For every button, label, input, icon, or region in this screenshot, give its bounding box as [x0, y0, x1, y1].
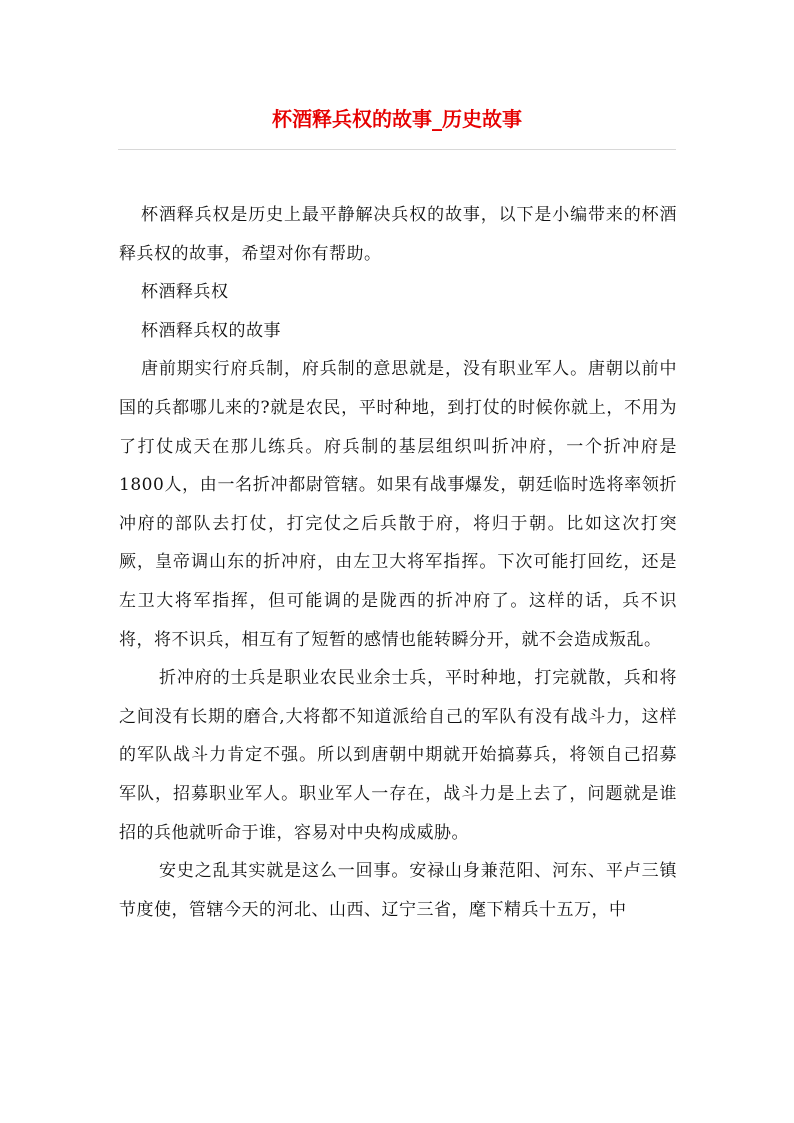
body-paragraph-anshi: 安史之乱其实就是这么一回事。安禄山身兼范阳、河东、平卢三镇节度使，管辖今天的河北、山西、辽宁三省，麾下精兵十五万，中: [119, 861, 677, 920]
intro-paragraph: 杯酒释兵权是历史上最平静解决兵权的故事，以下是小编带来的杯酒释兵权的故事，希望对你有帮助。: [119, 205, 677, 264]
document-body: [119, 196, 677, 929]
body-paragraph-soldiers: 折冲府的士兵是职业农民业余士兵，平时种地，打完就散，兵和将之间没有长期的磨合,大将都不知道派给自己的军队有没有战斗力，这样的军队战斗力肯定不强。所以到唐朝中期就开始搞募兵，将领自己招募军队，招募职业军人。职业军人一存在，战斗力是上去了，问题就是谁招的兵他就听命于谁，容易对中央构成威胁。: [119, 668, 677, 843]
body-paragraph-fubing: 唐前期实行府兵制，府兵制的意思就是，没有职业军人。唐朝以前中国的兵都哪儿来的?就是农民，平时种地，到打仗的时候你就上，不用为了打仗成天在那儿练兵。府兵制的基层组织叫折冲府，一个折冲府是1800人，由一名折冲都尉管辖。如果有战事爆发，朝廷临时选将率领折冲府的部队去打仗，打完仗之后兵散于府，将归于朝。比如这次打突厥，皇帝调山东的折冲府，由左卫大将军指挥。下次可能打回纥，还是左卫大将军指挥，但可能调的是陇西的折冲府了。这样的话，兵不识将，将不识兵，相互有了短暂的感情也能转瞬分开，就不会造成叛乱。: [119, 359, 677, 650]
section-heading: 杯酒释兵权: [141, 282, 229, 303]
document-title: 杯酒释兵权的故事_历史故事: [272, 107, 522, 131]
section-subheading: 杯酒释兵权的故事: [141, 320, 281, 341]
title-divider: [118, 149, 676, 150]
